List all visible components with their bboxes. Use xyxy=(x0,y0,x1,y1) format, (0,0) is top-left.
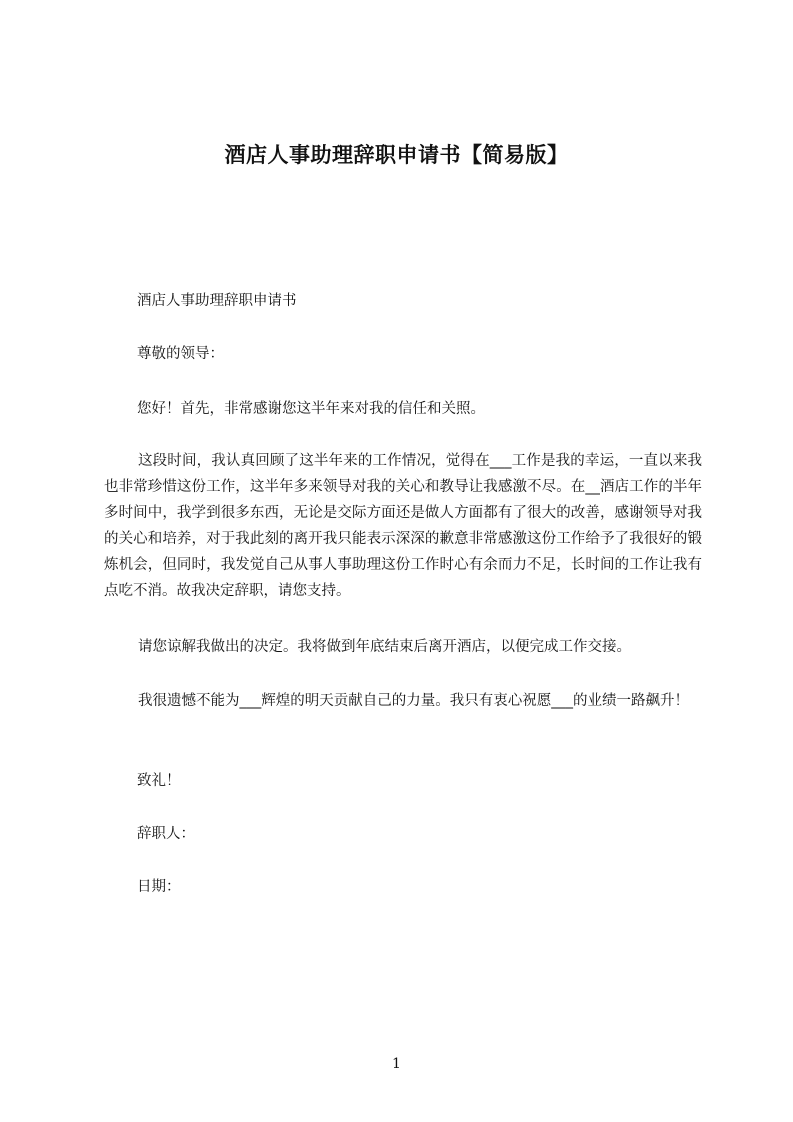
date-label: 日期： xyxy=(137,879,181,895)
greeting-line: 您好！首先，非常感谢您这半年来对我的信任和关照。 xyxy=(137,401,485,417)
salutation: 尊敬的领导： xyxy=(137,346,224,362)
closing-line: 致礼！ xyxy=(137,773,181,789)
resigner-label: 辞职人： xyxy=(137,826,195,842)
page-number: 1 xyxy=(392,1056,401,1072)
body-paragraph-2: 请您谅解我做出的决定。我将做到年底结束后离开酒店，以便完成工作交接。 xyxy=(138,639,631,655)
body-paragraph-3: 我很遗憾不能为___辉煌的明天贡献自己的力量。我只有衷心祝愿___的业绩一路飙升！ xyxy=(138,693,689,709)
letter-heading: 酒店人事助理辞职申请书 xyxy=(137,293,297,309)
body-paragraph-1: 这段时间，我认真回顾了这半年来的工作情况，觉得在___工作是我的幸运，一直以来我也非常珍惜这份工作，这半年多来领导对我的关心和教导让我感激不尽。在__酒店工作的半年多时间中，我学到很多东西，无论是交际方面还是做人方面都有了很大的改善，感谢领导对我的关心和培养，对于我此刻的离开我只能表示深深的歉意非常感激这份工作给予了我很好的锻炼机会，但同时，我发觉自己从事人事助理这份工作时心有余而力不足，长时间的工作让我有点吃不消。故我决定辞职，请您支持。 xyxy=(104,453,702,599)
document-title: 酒店人事助理辞职申请书【简易版】 xyxy=(224,143,569,167)
